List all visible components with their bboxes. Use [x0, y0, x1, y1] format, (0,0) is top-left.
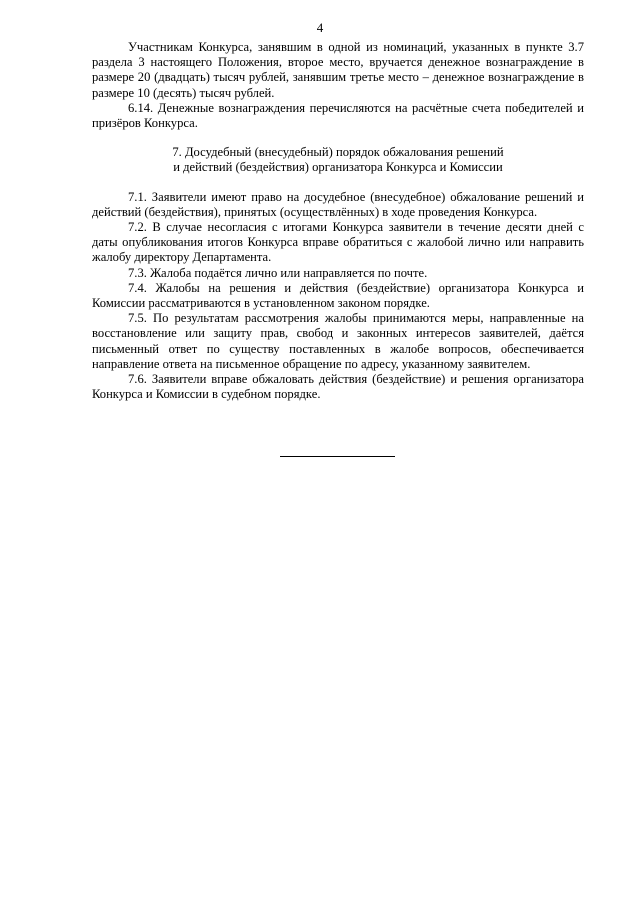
- paragraph-6-14: 6.14. Денежные вознаграждения перечисляются на расчётные счета победителей и призёров Конкурса.: [92, 100, 584, 131]
- section-heading-line-1: 7. Досудебный (внесудебный) порядок обжалования решений: [172, 145, 504, 160]
- section-heading-line-2: и действий (бездействия) организатора Конкурса и Комиссии: [173, 160, 503, 175]
- paragraph-7-6: 7.6. Заявители вправе обжаловать действия (бездействие) и решения организатора Конкурса и Комиссии в судебном порядке.: [92, 372, 584, 402]
- paragraph-7-4: 7.4. Жалобы на решения и действия (бездействие) организатора Конкурса и Комиссии рассматриваются в установленном законом порядке.: [92, 280, 584, 311]
- section-7-heading: [92, 145, 584, 175]
- paragraph-7-5: 7.5. По результатам рассмотрения жалобы принимаются меры, направленные на восстановление или защиту прав, свобод и законных интересов заявителей, даётся письменный ответ по существу поставленных в жалобе вопросов, обеспечивается направление ответа на письменное обращение по адресу, указанному заявителем.: [92, 311, 584, 371]
- document-body: [92, 40, 584, 402]
- paragraph-awards-second-third: Участникам Конкурса, занявшим в одной из номинаций, указанных в пункте 3.7 раздела 3 настоящего Положения, второе место, вручается денежное вознаграждение в размере 20 (двадцать) тысяч рублей, занявшим третье место – денежное вознаграждение в размере 10 (десять) тысяч рублей.: [92, 40, 584, 100]
- paragraph-7-2: 7.2. В случае несогласия с итогами Конкурса заявители в течение десяти дней с даты опубликования итогов Конкурса вправе обратиться с жалобой лично или направить жалобу директору Департамента.: [92, 220, 584, 265]
- paragraph-7-3: 7.3. Жалоба подаётся лично или направляется по почте.: [128, 265, 428, 280]
- paragraph-7-1: 7.1. Заявители имеют право на досудебное (внесудебное) обжалование решений и действий (бездействия), принятых (осуществлённых) в ходе проведения Конкурса.: [92, 189, 584, 219]
- end-of-document-rule: [280, 456, 395, 457]
- page-number: 4: [316, 20, 324, 35]
